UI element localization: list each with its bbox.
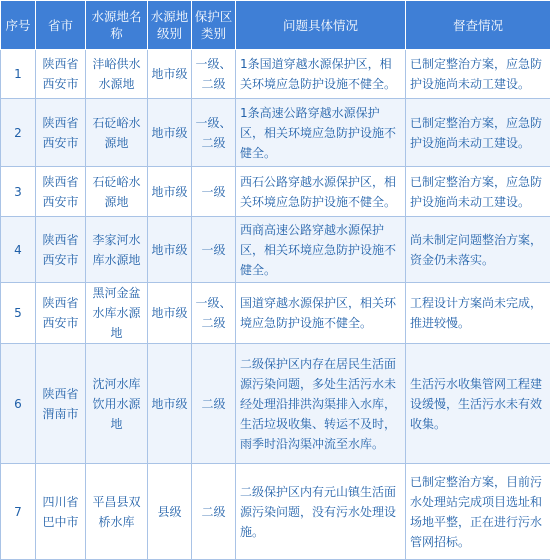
cell-problem: 1条国道穿越水源保护区，相关环境应急防护设施不健全。 [236, 50, 406, 99]
cell-zone-type: 一级 [192, 167, 236, 217]
cell-source-name: 平昌县双桥水库 [86, 464, 148, 560]
col-header-city: 省市 [36, 1, 86, 50]
cell-source-name: 李家河水库水源地 [86, 217, 148, 283]
cell-zone-type: 二级 [192, 464, 236, 560]
cell-city: 陕西省西安市 [36, 217, 86, 283]
cell-problem: 国道穿越水源保护区，相关环境应急防护设施不健全。 [236, 283, 406, 344]
cell-zone-type: 二级 [192, 344, 236, 464]
cell-problem: 西石公路穿越水源保护区，相关环境应急防护设施不健全。 [236, 167, 406, 217]
table-row [1, 217, 550, 283]
cell-source-level: 地市级 [148, 217, 192, 283]
table-body [1, 50, 550, 560]
table-header [1, 1, 550, 50]
col-header-source-name: 水源地名称 [86, 1, 148, 50]
cell-supervision: 生活污水收集管网工程建设缓慢，生活污水未有效收集。 [406, 344, 550, 464]
cell-source-level: 地市级 [148, 50, 192, 99]
cell-problem: 1条高速公路穿越水源保护区，相关环境应急防护设施不健全。 [236, 99, 406, 167]
cell-source-level: 县级 [148, 464, 192, 560]
cell-city: 陕西省西安市 [36, 50, 86, 99]
cell-supervision: 尚未制定问题整治方案，资金仍未落实。 [406, 217, 550, 283]
cell-zone-type: 一级、二级 [192, 50, 236, 99]
cell-source-name: 沈河水库饮用水源地 [86, 344, 148, 464]
header-row [1, 1, 550, 50]
table-row [1, 99, 550, 167]
cell-supervision: 已制定整治方案，应急防护设施尚未动工建设。 [406, 167, 550, 217]
cell-seq: 3 [1, 167, 36, 217]
cell-city: 陕西省渭南市 [36, 344, 86, 464]
cell-seq: 5 [1, 283, 36, 344]
cell-problem: 二级保护区内存在居民生活面源污染问题，多处生活污水未经处理沿排洪沟渠排入水库，生活垃圾收集、转运不及时，雨季时沿沟渠冲流至水库。 [236, 344, 406, 464]
cell-problem: 二级保护区内有元山镇生活面源污染问题，没有污水处理设施。 [236, 464, 406, 560]
table-row [1, 50, 550, 99]
cell-problem: 西商高速公路穿越水源保护区，相关环境应急防护设施不健全。 [236, 217, 406, 283]
cell-supervision: 工程设计方案尚未完成，推进较慢。 [406, 283, 550, 344]
cell-zone-type: 一级 [192, 217, 236, 283]
cell-zone-type: 一级、二级 [192, 99, 236, 167]
col-header-problem: 问题具体情况 [236, 1, 406, 50]
col-header-supervision: 督查情况 [406, 1, 550, 50]
cell-seq: 4 [1, 217, 36, 283]
cell-seq: 1 [1, 50, 36, 99]
cell-source-level: 地市级 [148, 344, 192, 464]
cell-city: 陕西省西安市 [36, 283, 86, 344]
cell-source-name: 沣峪供水水源地 [86, 50, 148, 99]
cell-source-name: 石砭峪水源地 [86, 99, 148, 167]
cell-zone-type: 一级、二级 [192, 283, 236, 344]
cell-source-level: 地市级 [148, 167, 192, 217]
table-row [1, 283, 550, 344]
cell-city: 四川省巴中市 [36, 464, 86, 560]
table-row [1, 167, 550, 217]
col-header-source-level: 水源地级别 [148, 1, 192, 50]
cell-supervision: 已制定整治方案，目前污水处理站完成项目选址和场地平整，正在进行污水管网招标。 [406, 464, 550, 560]
cell-seq: 7 [1, 464, 36, 560]
cell-source-name: 黑河金盆水库水源地 [86, 283, 148, 344]
table-row [1, 344, 550, 464]
table-row [1, 464, 550, 560]
cell-city: 陕西省西安市 [36, 99, 86, 167]
cell-supervision: 已制定整治方案，应急防护设施尚未动工建设。 [406, 99, 550, 167]
cell-source-level: 地市级 [148, 283, 192, 344]
col-header-seq: 序号 [1, 1, 36, 50]
cell-source-name: 石砭峪水源地 [86, 167, 148, 217]
cell-city: 陕西省西安市 [36, 167, 86, 217]
col-header-zone-type: 保护区类别 [192, 1, 236, 50]
cell-supervision: 已制定整治方案，应急防护设施尚未动工建设。 [406, 50, 550, 99]
cell-seq: 2 [1, 99, 36, 167]
cell-seq: 6 [1, 344, 36, 464]
cell-source-level: 地市级 [148, 99, 192, 167]
